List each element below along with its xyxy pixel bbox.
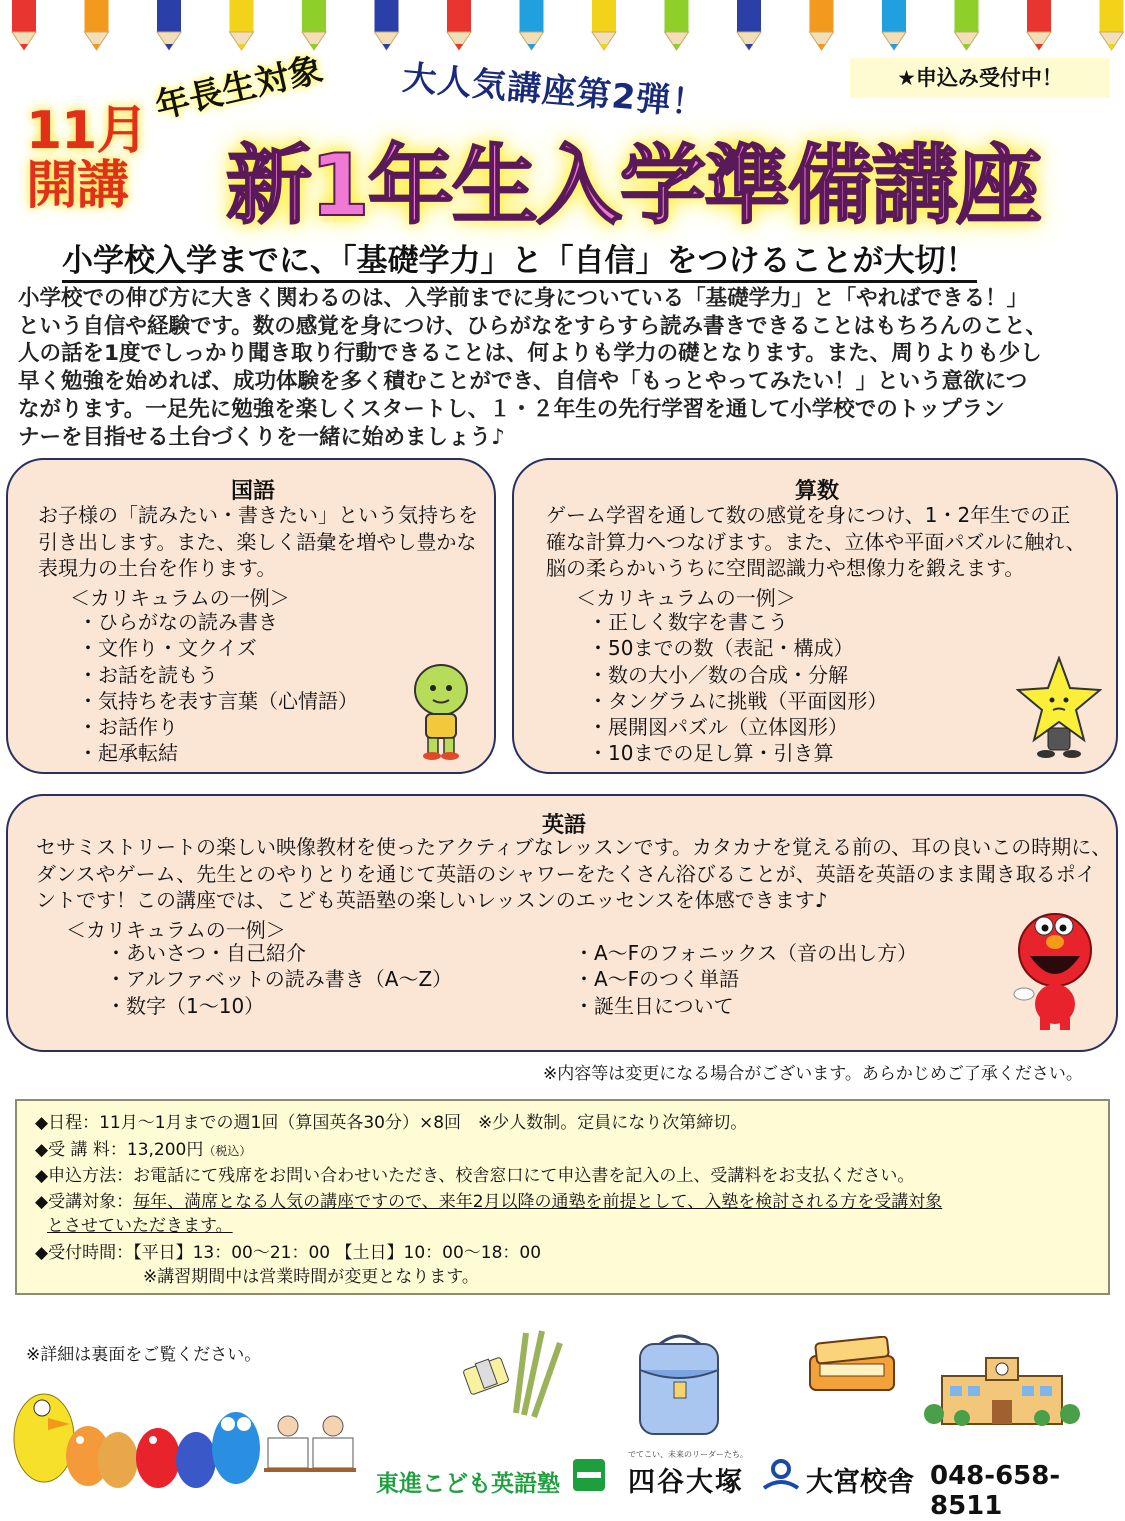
subject-box-english [6, 794, 1118, 1052]
subject-description [546, 502, 1086, 582]
curriculum-list-left [106, 940, 452, 1019]
schedule-line: ◆日程：11月～1月までの週1回（算国英各30分）×8回 ※少人数制。定員になり次第締切。 [35, 1113, 748, 1133]
intro-line: 早く勉強を始めれば、成功体験を多く積むことができ、自信や「もっとやってみたい！」という意欲につ [18, 369, 1028, 395]
curriculum-item: ・ アルファベットの読み書き（A～Z） [106, 966, 452, 992]
kokugo-mascot-icon [406, 660, 476, 760]
description-line: ダンスやゲーム、先生とのやりとりを通じて英語のシャワーをたくさん浴びることが、英語を英語のまま聞き取るポイ [36, 861, 1096, 886]
curriculum-item: ・ A～Fのつく単語 [574, 966, 917, 992]
subject-title: 国語 [230, 479, 275, 504]
pencil-body [12, 0, 36, 32]
pencil-lead [93, 44, 101, 50]
intro-line: ながります。一足先に勉強を楽しくスタートし、１・２年生の先行学習を通して小学校でのトップラン [18, 396, 1005, 422]
curriculum-item: ・ 数の大小／数の合成・分解 [588, 662, 887, 688]
curriculum-heading: ＜カリキュラムの一例＞ [576, 586, 796, 610]
pencil-body [157, 0, 181, 32]
curriculum-list-right [574, 940, 917, 1019]
pencil-lead [745, 44, 753, 50]
intro-paragraph [18, 285, 1113, 451]
opening-month [26, 101, 148, 216]
description-line: 脳の柔らかいうちに空間認識力や想像力を鍛えます。 [546, 556, 1025, 580]
eraser-and-pencils-icon [462, 1325, 572, 1420]
pencil-lead [455, 44, 463, 50]
change-notice: ※内容等は変更になる場合がございます。あらかじめご了承ください。 [543, 1064, 1083, 1084]
intro-line: 小学校での伸び方に大きく関わるのは、入学前までに身についている「基礎学力」と「やればできる！」 [18, 286, 1029, 311]
phone-number: 048-658-8511 [930, 1461, 1061, 1521]
page-title: 新1年生入学準備講座 [226, 136, 1040, 236]
curriculum-item: ・ 10までの足し算・引き算 [588, 740, 887, 766]
subject-box-math [512, 458, 1118, 774]
opening-label: 開講 [26, 155, 129, 216]
description-line: お子様の「読みたい・書きたい」という気持ちを [38, 503, 478, 527]
curriculum-item: ・ 文作り・文クイズ [78, 635, 358, 661]
sesame-street-characters-icon [8, 1378, 368, 1496]
fee-tax-note: （税込） [203, 1144, 252, 1158]
eligibility-text: 毎年、満席となる人気の講座ですので、来年2月以降の通塾を前提として、入塾を検討される方を受講対象 [133, 1192, 943, 1212]
pencil-lead [238, 44, 246, 50]
curriculum-item: ・ ひらがなの読み書き [78, 609, 358, 635]
fee-line [35, 1138, 251, 1163]
eligibility-text-continued: とさせていただきます。 [47, 1216, 233, 1236]
pencil-lead [20, 44, 28, 50]
description-line: 確な計算力へつなげます。また、立体や平面パズルに触れ、 [546, 529, 1086, 554]
curriculum-item: ・ 気持ちを表す言葉（心情語） [78, 688, 358, 714]
opening-month-value: 11月 [26, 101, 148, 161]
curriculum-item: ・ 展開図パズル（立体図形） [588, 714, 887, 740]
sesame-street-english-logo-icon [572, 1458, 606, 1492]
course-info-panel [15, 1099, 1110, 1295]
pencil-lead [818, 44, 826, 50]
subject-box-japanese [6, 458, 496, 774]
curriculum-list [588, 609, 887, 767]
description-line: ントです！この講座では、こども英語塾の楽しいレッスンのエッセンスを体感できます♪ [36, 888, 828, 912]
fee-value: ◆受 講 料：13,200円 [35, 1140, 204, 1160]
subject-description [38, 502, 478, 582]
subject-title: 英語 [541, 813, 586, 838]
pencil-body [230, 0, 254, 32]
curriculum-item: ・ 誕生日について [574, 993, 917, 1019]
school-logo-yotsuya-otsuka: 四谷大塚 [628, 1467, 744, 1498]
curriculum-item: ・ あいさつ・自己紹介 [106, 940, 452, 966]
star-mascot-icon [1016, 656, 1102, 760]
tagline: 小学校入学までに、「基礎学力」と「自信」をつけることが大切！ [62, 243, 977, 283]
pencil-lead [1035, 44, 1043, 50]
curriculum-item: ・ タングラムに挑戦（平面図形） [588, 688, 887, 714]
curriculum-item: ・ A～Fのフォニックス（音の出し方） [574, 940, 917, 966]
elmo-mascot-icon [1010, 908, 1100, 1032]
pencil-body [1027, 0, 1051, 32]
yotsuya-otsuka-mark-icon [762, 1458, 800, 1492]
pencil-lead [600, 44, 608, 50]
curriculum-item: ・ お話作り [78, 714, 358, 740]
subject-description [36, 834, 1111, 914]
curriculum-heading: ＜カリキュラムの一例＞ [70, 586, 290, 610]
office-hours-note: ※講習期間中は営業時間が変更となります。 [143, 1267, 479, 1287]
pencil-lead [165, 44, 173, 50]
popular-course-label: 大人気講座第2弾！ [400, 57, 708, 125]
intro-line: 人の話を1度でしっかり聞き取り行動できることは、何よりも学力の礎となります。また、周りよりも少し [18, 341, 1042, 367]
pencil-lead [673, 44, 681, 50]
curriculum-item: ・ 数字（1～10） [106, 993, 452, 1019]
curriculum-heading: ＜カリキュラムの一例＞ [66, 918, 286, 942]
pencil-body [882, 0, 906, 32]
pencil-lead [963, 44, 971, 50]
description-line: 引き出します。また、楽しく語彙を増やし豊かな [38, 529, 477, 554]
curriculum-item: ・ 50までの数（表記・構成） [588, 635, 887, 661]
description-line: セサミストリートの楽しい映像教材を使ったアクティブなレッスンです。カタカナを覚える前の、耳の良いこの時期に、 [36, 835, 1112, 859]
pencil-body [737, 0, 761, 32]
pencil-body [955, 0, 979, 32]
pencil-lead [528, 44, 536, 50]
school-tagline: でてこい、未来のリーダーたち。 [628, 1450, 748, 1459]
description-line: 表現力の土台を作ります。 [38, 556, 277, 580]
pencil-body [592, 0, 616, 32]
apply-method-line: ◆申込方法：お電話にて残席をお問い合わせいただき、校舎窓口にて申込書を記入の上、受講料をお支払ください。 [35, 1166, 915, 1186]
curriculum-item: ・ お話を読もう [78, 662, 358, 688]
see-back-note: ※詳細は裏面をご覧ください。 [26, 1345, 262, 1365]
pencil-border [0, 0, 1125, 55]
curriculum-list [78, 609, 358, 767]
pencil-body [810, 0, 834, 32]
pencil-body [447, 0, 471, 32]
brand-logo-toshin-kids: 東進こども英語塾 [376, 1471, 560, 1497]
intro-line: ナーを目指せる土台づくりを一緒に始めましょう♪ [18, 424, 505, 450]
pencil-body [1100, 0, 1124, 32]
subject-title: 算数 [794, 479, 839, 504]
campus-name: 大宮校舎 [806, 1467, 914, 1498]
application-open-badge: ★申込み受付中！ [850, 58, 1110, 98]
pencil-body [665, 0, 689, 32]
target-audience: 年長生対象 [151, 49, 327, 127]
description-line: ゲーム学習を通して数の感覚を身につけ、1・2年生での正 [546, 503, 1071, 527]
pencil-body [520, 0, 544, 32]
curriculum-item: ・ 正しく数字を書こう [588, 609, 887, 635]
intro-line: という自信や経験です。数の感覚を身につけ、ひらがなをすらすら読み書きできることはもちろんのこと、 [18, 313, 1047, 339]
eligibility-line [35, 1190, 942, 1214]
eligibility-label: ◆受講対象： [35, 1192, 134, 1212]
school-backpack-icon [630, 1330, 730, 1440]
pencil-body [375, 0, 399, 32]
pencil-body [302, 0, 326, 32]
pencil-lead [383, 44, 391, 50]
pencil-lead [890, 44, 898, 50]
school-building-icon [922, 1354, 1082, 1434]
curriculum-item: ・ 起承転結 [78, 740, 358, 766]
pencil-body [85, 0, 109, 32]
office-hours-line: ◆受付時間：【平日】13：00～21：00 【土日】10：00～18：00 [35, 1243, 542, 1263]
pencil-lead [1108, 44, 1116, 50]
pencil-case-icon [806, 1336, 898, 1398]
